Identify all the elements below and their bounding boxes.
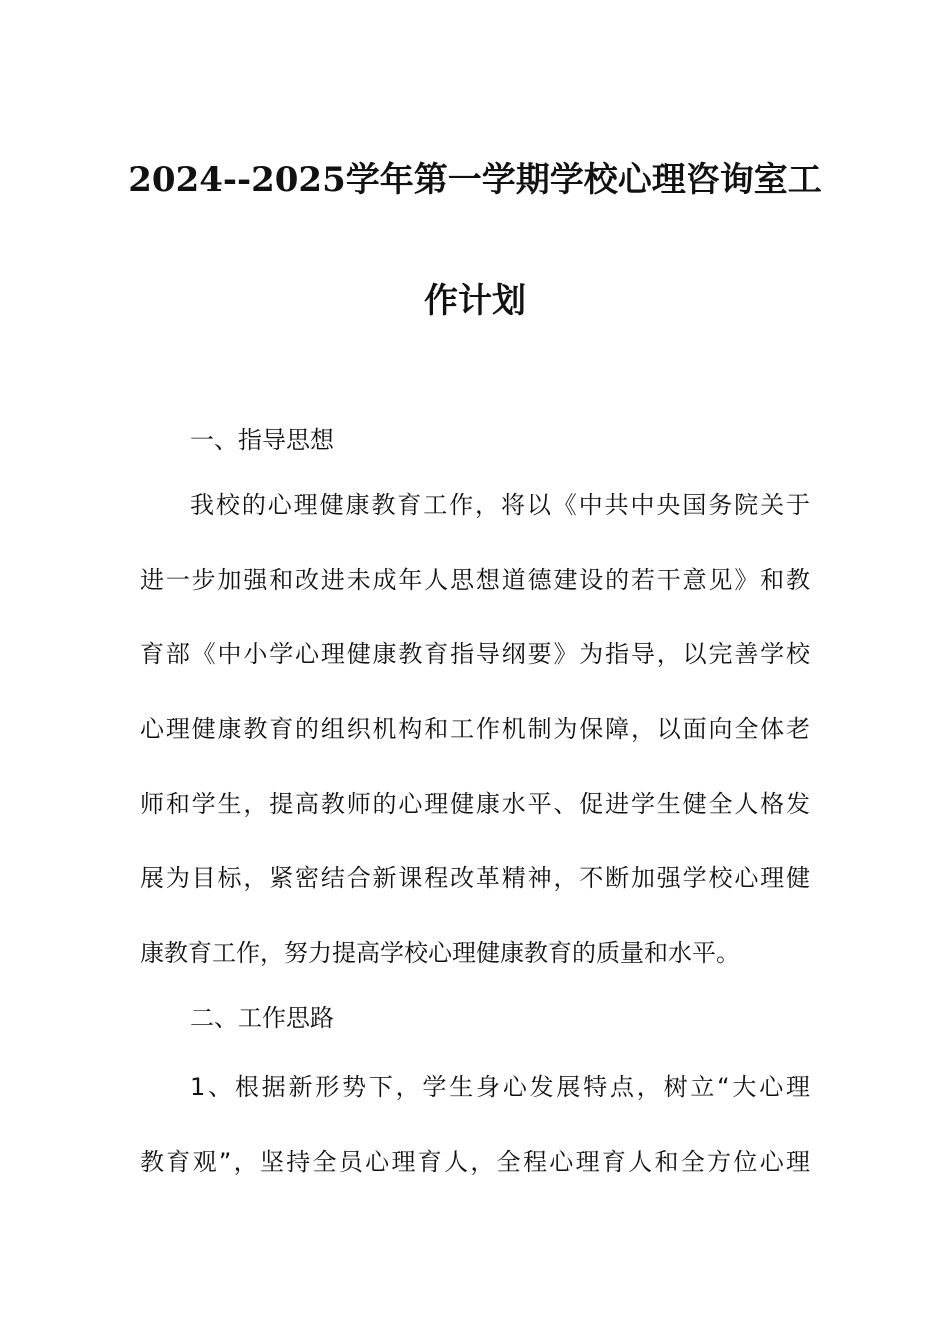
section-heading-guiding-ideology: 一、指导思想: [190, 426, 334, 454]
document-title-line-1: 2024--2025学年第一学期学校心理咨询室工: [128, 160, 822, 200]
paragraph-line: 展为目标，紧密结合新课程改革精神，不断加强学校心理健: [140, 864, 810, 892]
paragraph-line: 康教育工作，努力提高学校心理健康教育的质量和水平。: [140, 939, 740, 967]
paragraph-line: 教育观”，坚持全员心理育人，全程心理育人和全方位心理: [140, 1148, 810, 1176]
section-heading-work-approach: 二、工作思路: [190, 1004, 334, 1032]
paragraph-line: 育部《中小学心理健康教育指导纲要》为指导，以完善学校: [140, 640, 810, 668]
paragraph-line: 心理健康教育的组织机构和工作机制为保障，以面向全体老: [140, 715, 810, 743]
paragraph-line: 师和学生，提高教师的心理健康水平、促进学生健全人格发: [140, 790, 810, 818]
paragraph-line: 进一步加强和改进未成年人思想道德建设的若干意见》和教: [140, 566, 810, 594]
paragraph-line: 1、根据新形势下，学生身心发展特点，树立“大心理: [190, 1073, 810, 1101]
document-title-line-2: 作计划: [424, 281, 526, 321]
paragraph-line: 我校的心理健康教育工作，将以《中共中央国务院关于: [190, 491, 810, 519]
